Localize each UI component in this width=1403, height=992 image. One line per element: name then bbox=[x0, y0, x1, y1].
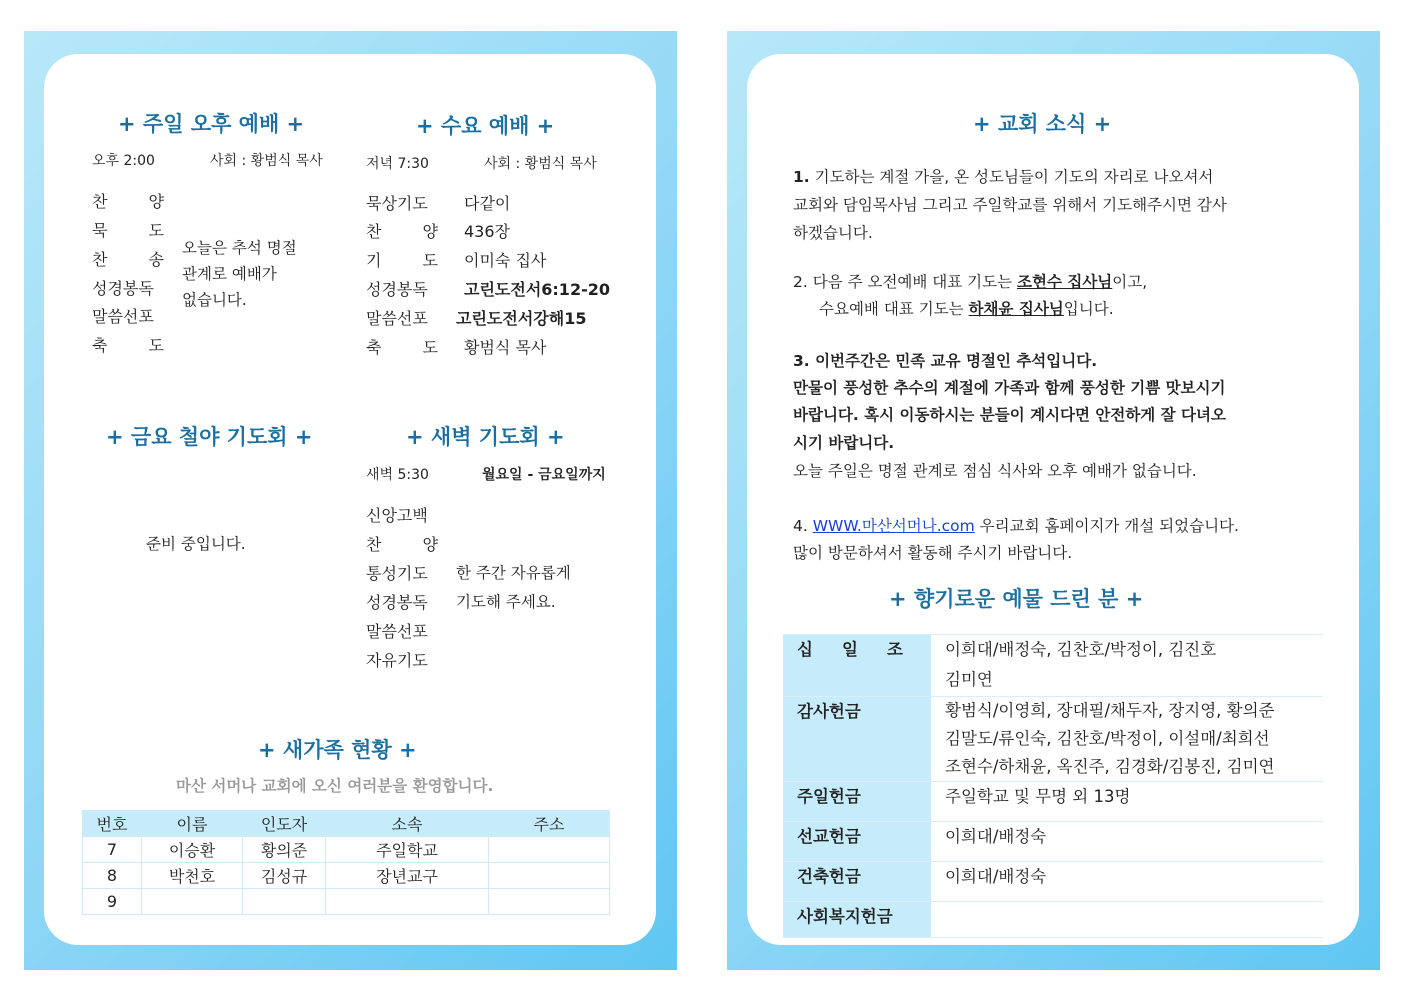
offering-category: 주일헌금 bbox=[783, 782, 931, 822]
sunday-order-item: 묵 도 bbox=[92, 221, 164, 240]
table-cell: 9 bbox=[83, 889, 142, 915]
news-item-4: 4. WWW.마산서머나.com 우리교회 홈페이지가 개설 되었습니다. bbox=[793, 517, 1239, 535]
column-header: 소속 bbox=[326, 811, 489, 837]
right-page-card bbox=[747, 54, 1359, 945]
news-item-2: 2. 다음 주 오전예배 대표 기도는 조현수 집사님이고, bbox=[793, 273, 1148, 291]
offering-names: 황범식/이영희, 장대필/채두자, 장지영, 황의준 김말도/류인숙, 김찬호/박정이, 이설매/최희선 조현수/하채윤, 옥진주, 김경화/김봉진, 김미연 bbox=[931, 697, 1323, 782]
offering-names: 이희대/배정숙 bbox=[931, 822, 1323, 862]
wednesday-order-value: 고린도전서강해15 bbox=[456, 309, 587, 328]
dawn-order-item: 성경봉독 bbox=[366, 593, 428, 612]
offering-names: 이희대/배정숙 bbox=[931, 862, 1323, 902]
offering-title: + 향기로운 예물 드린 분 + bbox=[889, 587, 1144, 611]
dawn-notice-line: 기도해 주세요. bbox=[456, 593, 556, 611]
table-cell bbox=[142, 889, 243, 915]
church-news-title: + 교회 소식 + bbox=[973, 112, 1112, 136]
friday-prayer-title: + 금요 철야 기도회 + bbox=[106, 425, 313, 449]
table-cell bbox=[326, 889, 489, 915]
dawn-order-item: 찬 양 bbox=[366, 535, 438, 554]
friday-prayer-note: 준비 중입니다. bbox=[146, 535, 246, 553]
news-item-3: 3. 이번주간은 민족 교유 명절인 추석입니다. bbox=[793, 352, 1098, 370]
wednesday-order-value: 436장 bbox=[464, 222, 510, 241]
wednesday-order-item: 묵상기도 bbox=[366, 194, 428, 213]
table-cell: 박천호 bbox=[142, 863, 243, 889]
table-row bbox=[783, 782, 1323, 822]
news-item-4-line: 많이 방문하셔서 활동해 주시기 바랍니다. bbox=[793, 544, 1073, 562]
column-header: 주소 bbox=[489, 811, 610, 837]
news-item-1: 1. 기도하는 계절 가을, 온 성도님들이 기도의 자리로 나오셔서 bbox=[793, 168, 1214, 186]
offering-names: 주일학교 및 무명 외 13명 bbox=[931, 782, 1323, 822]
wednesday-order-item: 말씀선포 bbox=[366, 309, 428, 328]
dawn-notice-line: 한 주간 자유롭게 bbox=[456, 564, 571, 582]
dawn-order-item: 신앙고백 bbox=[366, 506, 428, 525]
wednesday-service-leader: 사회 : 황범식 목사 bbox=[484, 156, 597, 172]
news-item-3-line: 시기 바랍니다. bbox=[793, 434, 895, 452]
new-family-subtitle: 마산 서머나 교회에 오신 여러분을 환영합니다. bbox=[176, 777, 494, 795]
left-page-card bbox=[44, 54, 656, 945]
sunday-notice-line: 없습니다. bbox=[182, 291, 247, 309]
wednesday-service-title: + 수요 예배 + bbox=[416, 114, 555, 138]
dawn-order-item: 자유기도 bbox=[366, 651, 428, 670]
dawn-prayer-title: + 새벽 기도회 + bbox=[406, 425, 565, 449]
table-cell bbox=[489, 889, 610, 915]
table-cell bbox=[243, 889, 326, 915]
sunday-order-item: 축 도 bbox=[92, 336, 164, 355]
news-item-1-line: 교회와 담임목사님 그리고 주일학교를 위해서 기도해주시면 감사 bbox=[793, 196, 1227, 214]
dawn-prayer-days: 월요일 - 금요일까지 bbox=[482, 467, 606, 483]
sunday-order-item: 성경봉독 bbox=[92, 279, 154, 298]
table-row bbox=[83, 863, 610, 889]
table-cell: 장년교구 bbox=[326, 863, 489, 889]
offering-category: 십 일 조 bbox=[783, 635, 931, 697]
offering-category: 건축헌금 bbox=[783, 862, 931, 902]
table-cell: 이승환 bbox=[142, 837, 243, 863]
table-cell: 7 bbox=[83, 837, 142, 863]
table-row bbox=[83, 889, 610, 915]
sunday-service-title: + 주일 오후 예배 + bbox=[118, 112, 305, 136]
dawn-order-item: 통성기도 bbox=[366, 564, 428, 583]
news-item-1-line: 하겠습니다. bbox=[793, 224, 873, 242]
sunday-notice-line: 오늘은 추석 명절 bbox=[182, 239, 297, 257]
news-item-3-line: 만물이 풍성한 추수의 계절에 가족과 함께 풍성한 기쁨 맛보시기 bbox=[793, 379, 1226, 397]
table-row bbox=[83, 837, 610, 863]
column-header: 번호 bbox=[83, 811, 142, 837]
sunday-order-item: 찬 양 bbox=[92, 192, 164, 211]
news-item-3-line: 바랍니다. 혹시 이동하시는 분들이 계시다면 안전하게 잘 다녀오 bbox=[793, 406, 1226, 424]
sunday-notice-line: 관계로 예배가 bbox=[182, 265, 277, 283]
offering-category: 감사헌금 bbox=[783, 697, 931, 782]
offering-names bbox=[931, 902, 1323, 938]
table-cell: 주일학교 bbox=[326, 837, 489, 863]
offering-category: 선교헌금 bbox=[783, 822, 931, 862]
new-family-title: + 새가족 현황 + bbox=[258, 738, 417, 762]
homepage-link[interactable]: WWW.마산서머나.com bbox=[812, 517, 975, 535]
sunday-service-time: 오후 2:00 bbox=[92, 153, 155, 169]
wednesday-order-item: 축 도 bbox=[366, 338, 438, 357]
wednesday-order-value: 고린도전서6:12-20 bbox=[464, 280, 610, 299]
offering-category: 사회복지헌금 bbox=[783, 902, 931, 938]
table-row bbox=[783, 862, 1323, 902]
wednesday-order-value: 다같이 bbox=[464, 194, 511, 213]
table-row bbox=[783, 635, 1323, 697]
offering-table bbox=[783, 634, 1323, 938]
table-cell: 황의준 bbox=[243, 837, 326, 863]
wednesday-order-item: 성경봉독 bbox=[366, 280, 428, 299]
column-header: 인도자 bbox=[243, 811, 326, 837]
wednesday-service-time: 저녁 7:30 bbox=[366, 156, 429, 172]
new-family-table bbox=[82, 810, 610, 915]
dawn-prayer-time: 새벽 5:30 bbox=[366, 467, 429, 483]
wednesday-order-item: 찬 양 bbox=[366, 222, 438, 241]
column-header: 이름 bbox=[142, 811, 243, 837]
offering-names: 이희대/배정숙, 김찬호/박정이, 김진호 김미연 bbox=[931, 635, 1323, 697]
table-cell bbox=[489, 837, 610, 863]
right-page-panel bbox=[727, 31, 1380, 970]
left-page-panel bbox=[24, 31, 677, 970]
dawn-order-item: 말씀선포 bbox=[366, 622, 428, 641]
sunday-order-item: 찬 송 bbox=[92, 250, 164, 269]
news-item-3-line: 오늘 주일은 명절 관계로 점심 식사와 오후 예배가 없습니다. bbox=[793, 462, 1197, 480]
news-item-2-line: 수요예배 대표 기도는 하채윤 집사님입니다. bbox=[819, 300, 1114, 318]
table-cell: 김성규 bbox=[243, 863, 326, 889]
table-row bbox=[783, 697, 1323, 782]
table-cell: 8 bbox=[83, 863, 142, 889]
wednesday-order-item: 기 도 bbox=[366, 251, 438, 270]
table-row bbox=[783, 902, 1323, 938]
table-header-row bbox=[83, 811, 610, 837]
table-row bbox=[783, 822, 1323, 862]
sunday-order-item: 말씀선포 bbox=[92, 307, 154, 326]
table-cell bbox=[489, 863, 610, 889]
sunday-service-leader: 사회 : 황범식 목사 bbox=[210, 153, 323, 169]
wednesday-order-value: 이미숙 집사 bbox=[464, 251, 547, 270]
wednesday-order-value: 황범식 목사 bbox=[464, 338, 547, 357]
